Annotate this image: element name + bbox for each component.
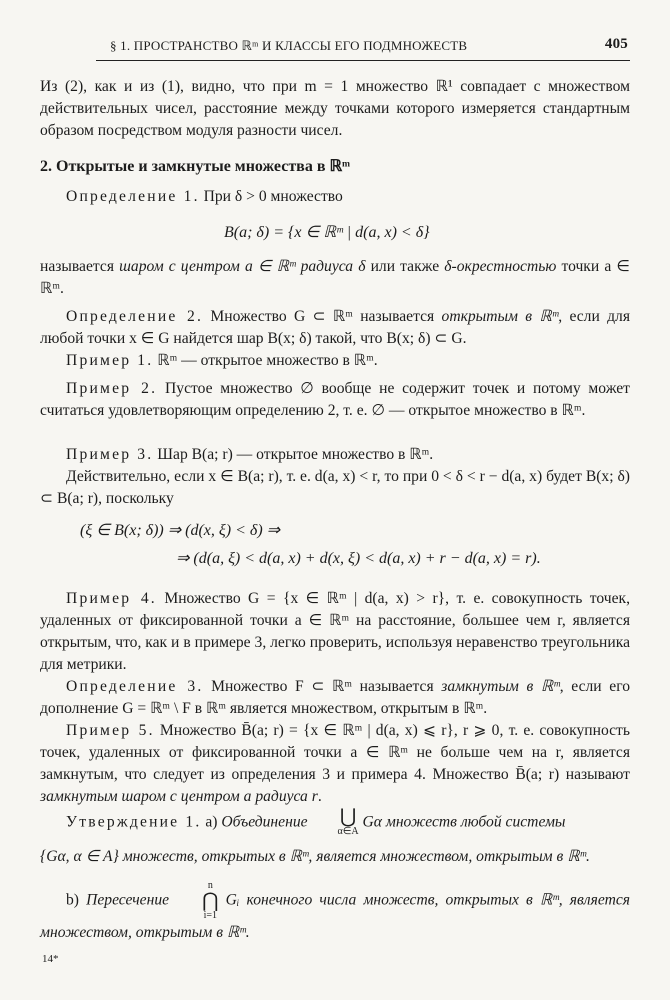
ex3-label: Пример 3.	[66, 446, 154, 463]
example-4	[40, 588, 630, 676]
running-header	[96, 36, 630, 61]
printer-signature: 14*	[42, 953, 59, 965]
ex2-text: Пустое множество ∅ вообще не содержит точек и потому может считаться удовлетворяющим определению 2, т. е. ∅ — открытое множество в ℝᵐ.	[40, 380, 630, 419]
stmt1-a-text2: Gα множеств любой системы	[358, 813, 566, 831]
def3-label: Определение 3.	[66, 678, 204, 695]
def2-term-open: открытым в ℝᵐ	[441, 308, 559, 325]
definition-2	[40, 306, 630, 350]
def2-text-c: , если для любой точки x ∈ G найдется шар B(x; δ) такой, что B(x; δ) ⊂ G.	[40, 308, 630, 347]
def1-text: При δ > 0 множество	[199, 188, 343, 205]
example-3	[40, 444, 630, 466]
def1-label: Определение 1.	[66, 188, 200, 205]
stmt1-b-term-intersection: Пересечение	[86, 891, 170, 909]
union-operator	[311, 808, 358, 838]
stmt1-a-term-union: Объединение	[221, 813, 308, 831]
intersection-symbol: ⋂	[202, 890, 219, 912]
def3-term-closed: замкнутым в ℝᵐ	[441, 678, 560, 695]
def1-cont-c: или также	[365, 258, 445, 275]
stmt1-b-prefix: b)	[66, 891, 87, 909]
def3-text-c: , если его дополнение G = ℝᵐ \ F в ℝᵐ является множеством, открытым в ℝᵐ.	[40, 678, 631, 717]
def1-term-ball: шаром с центром a ∈ ℝᵐ радиуса δ	[119, 258, 366, 275]
implication-line-2: ⇒ (d(a, ξ) < d(a, x) + d(x, ξ) < d(a, x) + r − d(a, x) = r).	[176, 550, 541, 567]
definition-3	[40, 676, 630, 720]
intersection-subscript: i=1	[203, 910, 218, 921]
def2-text-a: Множество G ⊂ ℝᵐ называется	[203, 308, 442, 325]
ex2-label: Пример 2.	[66, 380, 158, 397]
def1-cont-a: называется	[40, 258, 120, 275]
example-3-proof: Действительно, если x ∈ B(a; r), т. е. d(a, x) < r, то при 0 < δ < r − d(a, x) будет B(x; δ) ⊂ B(a; r), поскольку	[40, 468, 630, 507]
intro-paragraph: Из (2), как и из (1), видно, что при m = 1 множество ℝ¹ совпадает с множеством действительных чисел, расстояние между точками которого измеряется стандартным образом посредством модуля разности чисел.	[40, 78, 630, 139]
example-2	[40, 378, 630, 422]
ex5-text-a: Множество B̄(a; r) = {x ∈ ℝᵐ | d(a, x) ⩽ r}, r ⩾ 0, т. е. совокупность точек, удаленных от фиксированной точки a ∈ ℝᵐ не больше чем на r, является замкнутым, что следует из определения 3 и примера 4. Множество B̄(a; r) называют	[40, 722, 630, 783]
ex1-text: ℝᵐ — открытое множество в ℝᵐ.	[153, 352, 378, 369]
ex4-text: Множество G = {x ∈ ℝᵐ | d(a, x) > r}, т. е. совокупность точек, удаленных от фиксированной точки a ∈ ℝᵐ на расстояние, большее чем r, является открытым, что, как и в примере 3, легко проверить, используя неравенство треугольника для метрики.	[40, 590, 630, 673]
ex5-term-closed-ball: замкнутым шаром с центром a радиуса r	[40, 788, 318, 805]
page-number: 405	[604, 36, 628, 52]
ex4-label: Пример 4.	[66, 590, 157, 607]
statement-1-a-continued: {Gα, α ∈ A} множеств, открытых в ℝᵐ, является множеством, открытым в ℝᵐ.	[40, 848, 590, 865]
stmt1-label: Утверждение 1.	[66, 813, 202, 831]
def1-cont-e: точки a ∈ ℝᵐ.	[40, 258, 630, 297]
statement-1	[40, 808, 630, 838]
ex5-text-c: .	[317, 788, 322, 805]
intersection-operator	[176, 880, 218, 922]
definition-1-continued	[40, 256, 630, 300]
ex5-label: Пример 5.	[66, 722, 155, 739]
ex1-label: Пример 1.	[66, 352, 154, 369]
statement-1-b	[40, 880, 630, 944]
header-title: § 1. ПРОСТРАНСТВО ℝᵐ И КЛАССЫ ЕГО ПОДМНОЖЕСТВ	[110, 38, 468, 53]
example-5	[40, 720, 630, 808]
stmt1-b-text2: Gᵢ конечного числа множеств, открытых в ℝᵐ, является множеством, открытым в ℝᵐ.	[40, 891, 630, 941]
ex3-text: Шар B(a; r) — открытое множество в ℝᵐ.	[153, 446, 434, 463]
def1-term-neighborhood: δ-окрестностью	[444, 258, 557, 275]
example-1	[40, 350, 630, 372]
def3-text-a: Множество F ⊂ ℝᵐ называется	[203, 678, 442, 695]
union-subscript: α∈A	[337, 826, 359, 837]
union-symbol: ⋃	[339, 806, 357, 828]
implication-line-1: (ξ ∈ B(x; δ)) ⇒ (d(x, ξ) < δ) ⇒	[80, 522, 281, 539]
definition-1	[40, 186, 630, 208]
ball-formula: B(a; δ) = {x ∈ ℝᵐ | d(a, x) < δ}	[224, 224, 430, 241]
intersection-superscript: n	[207, 880, 213, 891]
stmt1-a-prefix: a)	[201, 813, 222, 831]
section-heading: 2. Открытые и замкнутые множества в ℝᵐ	[40, 158, 350, 175]
def2-label: Определение 2.	[66, 308, 204, 325]
